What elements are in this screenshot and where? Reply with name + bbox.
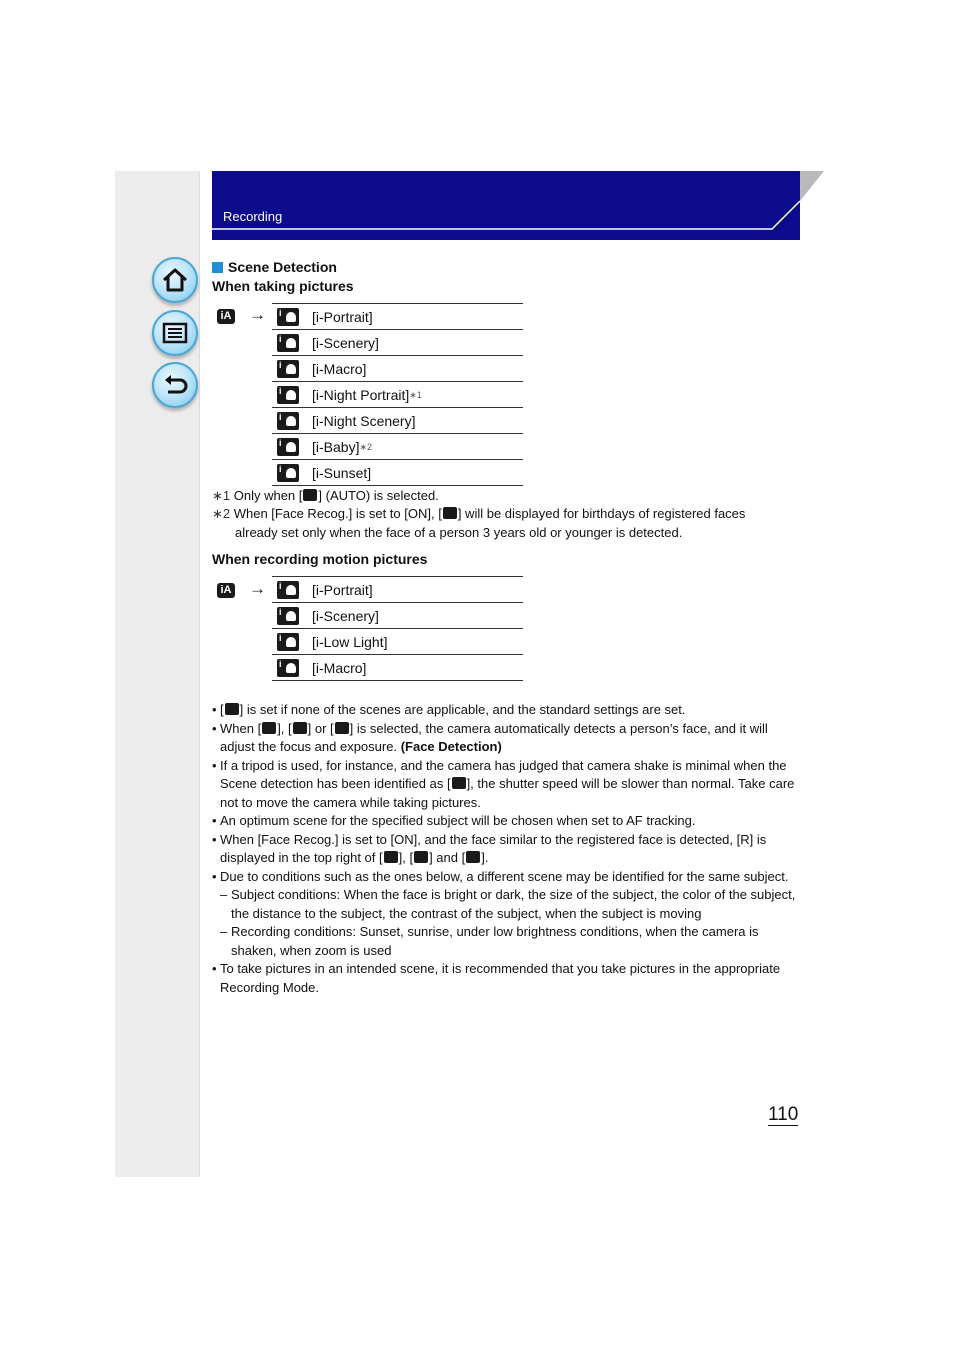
scene-row [272,577,523,603]
scene-label: [i-Sunset] [312,464,372,481]
footnote-text: When [Face Recog.] is set to [ON], [ [230,506,442,521]
note-text: To take pictures in an intended scene, it is recommended that you take pictures in the appropriate Recording Mode. [220,961,781,995]
footnote-text: ] will be displayed for birthdays of registered faces [457,506,746,521]
i-night-scenery-icon [452,777,466,789]
intelligent-auto-icon: iA [217,583,235,598]
scene-row [272,655,523,681]
scene-row: i [i-Baby] ∗2 [272,434,523,460]
note-text: ] and [ [429,850,466,865]
i-macro-icon [277,360,299,378]
scene-label: [i-Portrait] [312,308,373,325]
motion-scene-table [272,576,523,681]
i-portrait-icon [277,581,299,599]
footnote-mark: ∗2 [212,506,231,521]
scene-label: [i-Night Scenery] [312,412,416,429]
notes-list [212,701,800,997]
i-baby-icon [466,851,480,863]
note-text: When [Face Recog.] is set to [ON], and the face similar to the registered face is detected, [R] is displayed in the top right of [ [220,831,767,865]
footnote-mark: ∗1 [212,488,231,503]
scene-label: [i-Portrait] [312,581,373,598]
i-night-scenery-icon [277,412,299,430]
scene-row [272,629,523,655]
note-item [212,701,800,720]
page-number: 110 [768,1104,799,1125]
footnote-text: Only when [ [230,488,303,503]
i-low-light-icon [277,633,299,651]
i-sunset-icon [277,464,299,482]
i-night-portrait-icon [414,851,428,863]
arrow-icon: → [249,305,266,324]
square-bullet-icon [212,262,223,273]
section-title-text: Scene Detection [228,259,337,275]
scene-row: i [i-Night Portrait] ∗1 [272,382,523,408]
menu-button[interactable] [152,310,198,356]
scene-row [272,304,523,330]
note-text: Due to conditions such as the ones below, a different scene may be identified for the same subject. [220,868,789,884]
footnote-2 [212,505,800,542]
i-portrait-icon [262,722,276,734]
scene-row [272,330,523,356]
note-text: ], [ [277,720,292,736]
bullet: • [212,757,217,773]
back-button[interactable] [152,362,198,408]
intelligent-auto-icon: iA [217,309,235,324]
menu-list-icon [160,318,190,348]
note-item [212,868,800,887]
bullet: • [212,831,217,847]
note-text: Recording conditions: Sunset, sunrise, under low brightness conditions, when the camera is shaken, when zoom is used [231,924,759,958]
motion-heading: When recording motion pictures [212,551,428,567]
note-text: If a tripod is used, for instance, and the camera has judged that camera shake is minimal when the Scene detection has been identified as [ [220,757,787,791]
footnote-1 [212,487,439,506]
note-text: Subject conditions: When the face is bright or dark, the size of the subject, the color of the subject, the distance to the subject, the contrast of the subject, when the subject is moving [231,887,796,921]
scene-row [272,460,523,486]
scene-label: [i-Macro] [312,360,367,377]
note-text: ] is set if none of the scenes are applicable, and the standard settings are set. [239,702,686,717]
note-text: When [ [220,720,262,736]
scene-label: [i-Scenery] [312,607,379,624]
note-subitem [212,923,800,960]
note-bold-text: (Face Detection) [400,739,502,754]
back-arrow-icon [160,370,190,400]
bullet: • [212,813,217,828]
i-portrait-icon [384,851,398,863]
home-icon [160,265,190,295]
scene-label: [i-Low Light] [312,633,388,650]
dash: – [220,887,228,902]
i-scenery-icon [277,334,299,352]
i-macro-icon [277,659,299,677]
bullet: • [212,720,217,736]
intelligent-auto-icon [225,703,239,715]
note-text: ] or [ [307,720,334,736]
footnote-text: already set only when the face of a person 3 years old or younger is detected. [235,524,683,540]
note-text: ] is selected, the camera automatically detects a person’s face, and it will adjust the focus and exposure. [220,720,768,754]
i-night-portrait-icon [293,722,307,734]
header-decoration [212,171,824,241]
note-item [212,812,800,831]
header-section-label: Recording [223,209,283,224]
scene-row [272,408,523,434]
i-portrait-icon [277,308,299,326]
note-item [212,831,800,868]
note-text: ], the shutter speed will be slower than normal. Take care not to move the camera while taking pictures. [220,776,795,810]
i-scenery-icon [277,607,299,625]
bullet: • [212,961,217,976]
dash: – [220,924,228,939]
note-text: ]. [481,850,489,865]
i-baby-icon [335,722,349,734]
i-baby-icon [443,507,457,519]
scene-label: [i-Night Portrait] [312,386,410,403]
photo-scene-table [272,303,523,486]
scene-label: [i-Scenery] [312,334,379,351]
scene-label: [i-Macro] [312,659,367,676]
footnote-text: ] (AUTO) is selected. [318,488,439,503]
scene-label: [i-Baby] [312,438,360,455]
note-subitem [212,886,800,923]
note-text: ], [ [398,850,414,865]
i-baby-icon [277,438,299,456]
i-night-portrait-icon [277,386,299,404]
intelligent-auto-plus-icon [303,489,317,501]
note-item [212,960,800,997]
note-item [212,757,800,813]
note-text: [ [220,702,224,717]
scene-row [272,603,523,629]
arrow-icon: → [249,579,266,598]
bullet: • [212,868,217,884]
scene-row [272,356,523,382]
bullet: • [212,702,217,717]
photo-heading: When taking pictures [212,278,354,294]
note-item [212,720,800,757]
section-title [212,259,337,275]
home-button[interactable] [152,257,198,303]
note-text: An optimum scene for the specified subject will be chosen when set to AF tracking. [220,813,696,828]
